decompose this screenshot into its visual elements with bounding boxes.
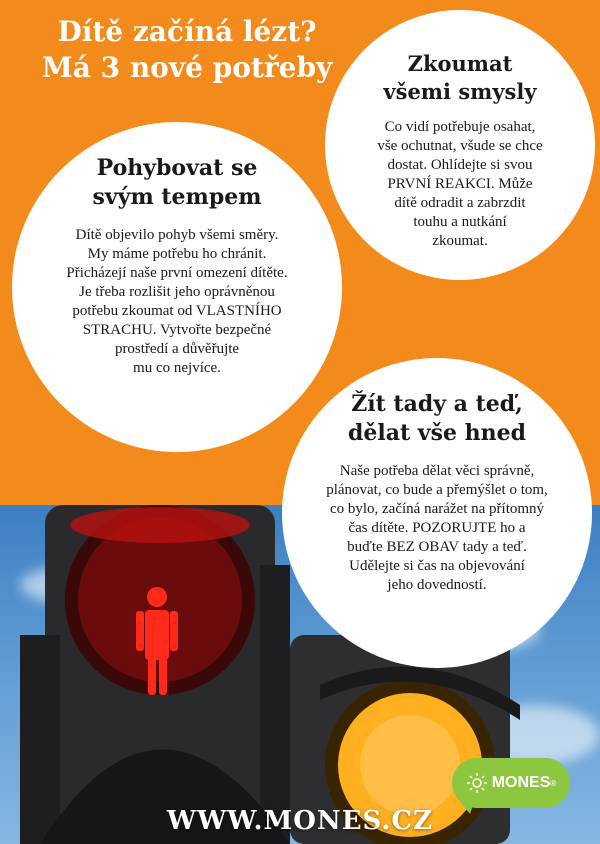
body-line: co bylo, začíná narážet na přítomný: [329, 501, 545, 517]
sun-icon: [466, 772, 488, 794]
body-line: PRVNÍ REAKCI. Může: [387, 176, 533, 192]
circle-move-own-pace: [12, 122, 342, 452]
body-line: dostat. Ohlídejte si svou: [387, 157, 533, 173]
body-line: dítě odradit a zabrzdit: [394, 195, 526, 211]
body-line: Přicházejí naše první omezení dítěte.: [66, 265, 288, 281]
circle-title: [317, 390, 557, 448]
title-line: Pohybovat se: [96, 155, 258, 181]
body-line: jeho dovedností.: [387, 577, 487, 593]
body-line: zkoumat.: [432, 233, 488, 249]
circle-title: [360, 50, 560, 106]
title-line: všemi smysly: [383, 79, 537, 104]
title-line: Žít tady a teď,: [351, 391, 523, 417]
headline-line-2: Má 3 nové potřeby: [41, 51, 333, 84]
logo-text: MONES: [491, 774, 551, 791]
body-line: vše ochutnat, všude se chce: [377, 138, 543, 154]
body-line: Naše potřeba dělat věci správně,: [339, 463, 535, 479]
title-line: Zkoumat: [407, 51, 513, 76]
headline-line-1: Dítě začíná lézt?: [57, 15, 317, 48]
body-line: Je třeba rozlišit jeho oprávněnou: [79, 284, 275, 300]
body-line: touhu a nutkání: [413, 214, 507, 230]
logo-registered-mark: ®: [550, 778, 557, 788]
body-line: prostředí a důvěřujte: [114, 341, 240, 357]
body-line: Dítě objevilo pohyb všemi směry.: [75, 227, 279, 243]
circle-explore-senses: [325, 10, 595, 280]
title-line: svým tempem: [92, 184, 262, 210]
headline: [22, 14, 352, 86]
circle-here-and-now: [282, 358, 592, 668]
body-line: potřebu zkoumat od VLASTNÍHO: [72, 303, 282, 319]
body-line: mu co nejvíce.: [133, 360, 221, 376]
body-line: Udělejte si čas na objevování: [349, 558, 525, 574]
circle-body: [42, 226, 312, 378]
circle-title: [67, 154, 287, 212]
website-url[interactable]: WWW.MONES.CZ: [166, 806, 434, 836]
mones-logo: [452, 758, 570, 808]
body-line: plánovat, co bude a přemýšlet o tom,: [326, 482, 548, 498]
body-line: My máme potřebu ho chránit.: [87, 246, 267, 262]
circle-body: [306, 462, 568, 595]
body-line: čas dítěte. POZORUJTE ho a: [348, 520, 526, 536]
body-line: STRACHU. Vytvořte bezpečné: [82, 322, 272, 338]
title-line: dělat vše hned: [347, 420, 526, 446]
body-line: Co vidí potřebuje osahat,: [384, 119, 536, 135]
circle-body: [345, 118, 575, 251]
body-line: buďte BEZ OBAV tady a teď.: [347, 539, 527, 555]
